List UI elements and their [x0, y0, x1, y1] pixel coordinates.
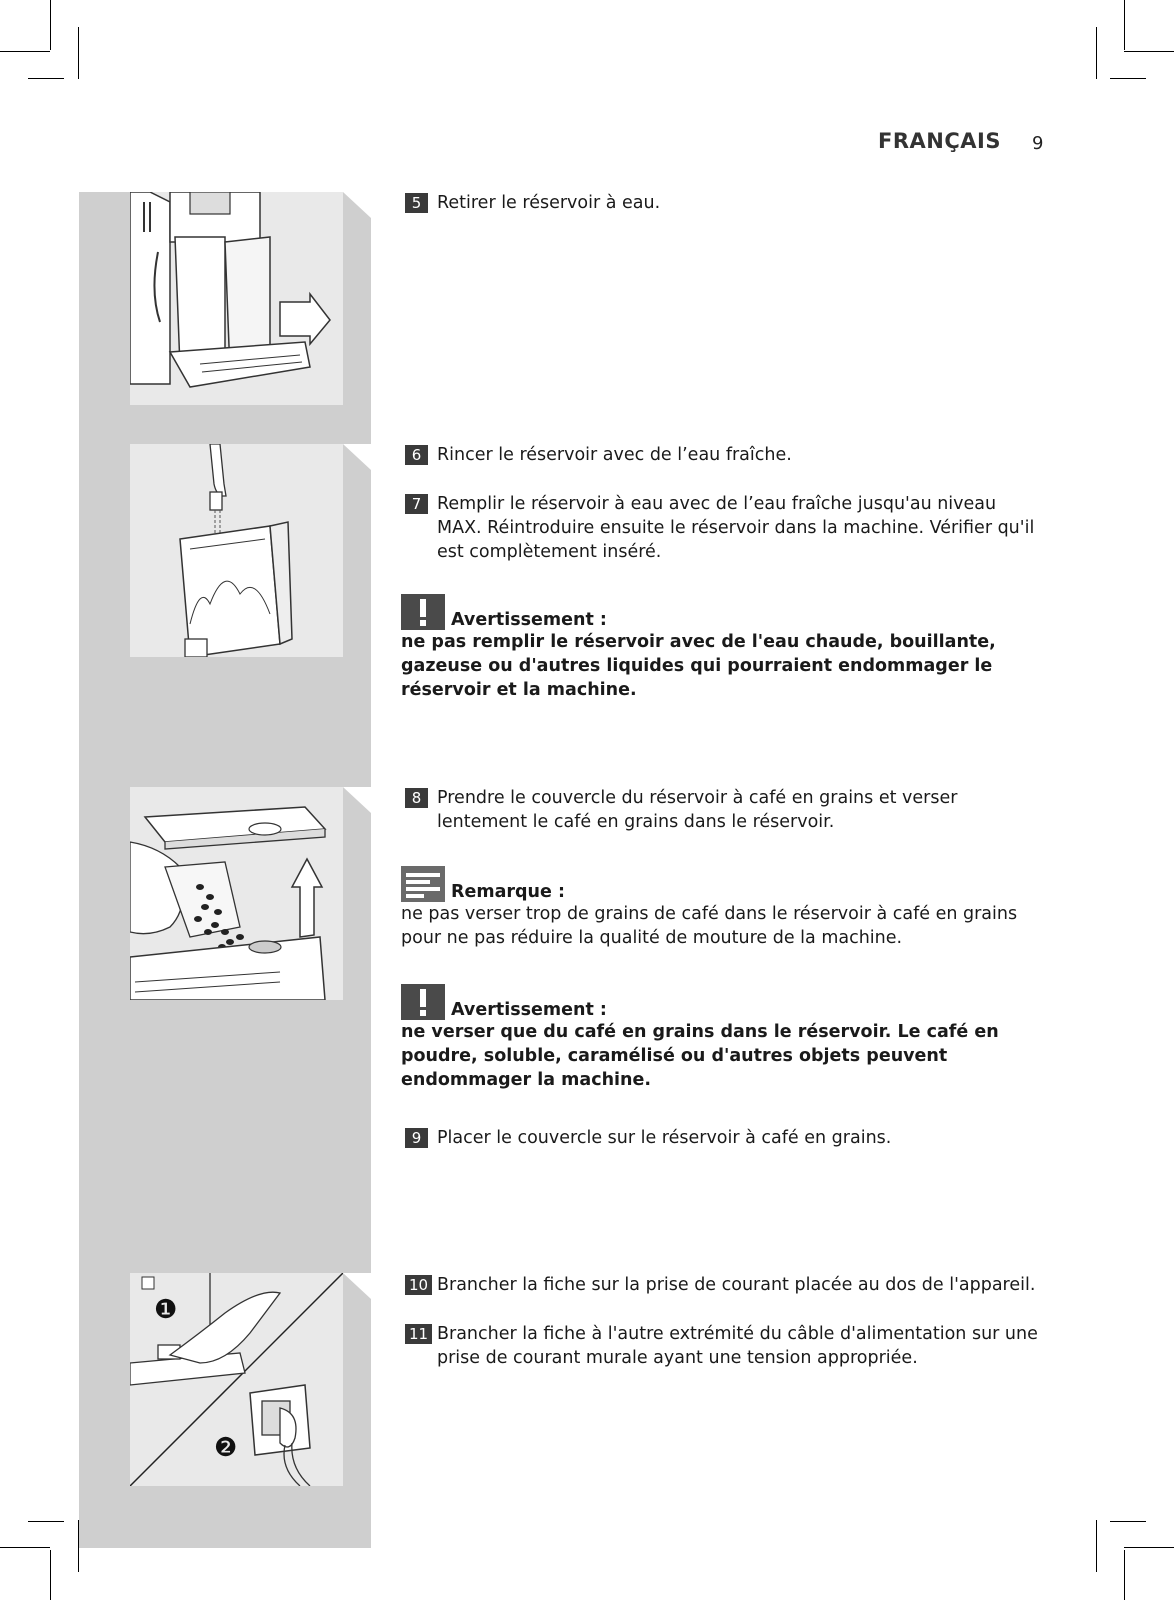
step-6 [405, 443, 1045, 467]
warning-text: ne verser que du café en grains dans le réservoir. Le café en poudre, soluble, caramélisé ou d'autres objets peuvent endommager la machine. [401, 1022, 999, 1090]
figure-plug-in [130, 1273, 343, 1486]
step-number: 7 [405, 494, 428, 514]
step-text: Rincer le réservoir avec de l’eau fraîche. [437, 445, 792, 465]
crop-mark [50, 1550, 51, 1600]
crop-mark [0, 51, 50, 52]
step-11 [405, 1322, 1045, 1370]
step-text: Brancher la fiche sur la prise de courant placée au dos de l'appareil. [437, 1275, 1036, 1295]
note-icon [401, 866, 445, 902]
remark-text: ne pas verser trop de grains de café dans le réservoir à café en grains pour ne pas réduire la qualité de mouture de la machine. [401, 904, 1018, 948]
crop-mark [1124, 1550, 1125, 1600]
figure-pour-coffee-beans [130, 787, 343, 1000]
step-number: 11 [405, 1324, 432, 1344]
warning-title: Avertissement : [451, 1000, 607, 1020]
crop-mark [1124, 0, 1125, 50]
step-10 [405, 1273, 1045, 1297]
warning-title: Avertissement : [451, 610, 607, 630]
callout-2: ❷ [214, 1433, 238, 1463]
crop-mark [50, 0, 51, 50]
crop-mark [1110, 1521, 1146, 1522]
exclamation-icon [401, 984, 445, 1020]
step-9 [405, 1126, 1045, 1150]
crop-mark [78, 27, 79, 79]
step-number: 10 [405, 1275, 432, 1295]
step-text: Placer le couvercle sur le réservoir à café en grains. [437, 1128, 892, 1148]
crop-mark [0, 1547, 50, 1548]
step-number: 5 [405, 193, 428, 213]
step-number: 9 [405, 1128, 428, 1148]
figure-remove-water-tank [130, 192, 343, 405]
step-text: Retirer le réservoir à eau. [437, 193, 661, 213]
remark-title: Remarque : [451, 882, 565, 902]
crop-mark [1124, 51, 1174, 52]
step-text: Brancher la fiche à l'autre extrémité du câble d'alimentation sur une prise de courant murale ayant une tension appropriée. [437, 1324, 1038, 1368]
step-5 [405, 191, 1045, 215]
figure-rinse-tank [130, 444, 343, 657]
crop-mark [28, 1521, 64, 1522]
step-text: Remplir le réservoir à eau avec de l’eau fraîche jusqu'au niveau MAX. Réintroduire ensuite le réservoir dans la machine. Vérifier qu'il est complètement inséré. [437, 494, 1035, 562]
crop-mark [1096, 27, 1097, 79]
warning-block [401, 594, 1041, 702]
step-number: 6 [405, 445, 428, 465]
step-text: Prendre le couvercle du réservoir à café en grains et verser lentement le café en grains dans le réservoir. [437, 788, 958, 832]
step-number: 8 [405, 788, 428, 808]
crop-mark [1110, 78, 1146, 79]
exclamation-icon [401, 594, 445, 630]
crop-mark [28, 78, 64, 79]
crop-mark [1096, 1520, 1097, 1572]
page-number: 9 [1032, 133, 1044, 154]
step-7 [405, 492, 1045, 564]
warning-block [401, 984, 1041, 1092]
language-heading: FRANÇAIS [878, 129, 1001, 153]
callout-1: ❶ [154, 1295, 178, 1325]
crop-mark [1124, 1547, 1174, 1548]
warning-text: ne pas remplir le réservoir avec de l'eau chaude, bouillante, gazeuse ou d'autres liquides qui pourraient endommager le réservoir et la machine. [401, 632, 996, 700]
remark-block [401, 866, 1041, 950]
step-8 [405, 786, 1045, 834]
